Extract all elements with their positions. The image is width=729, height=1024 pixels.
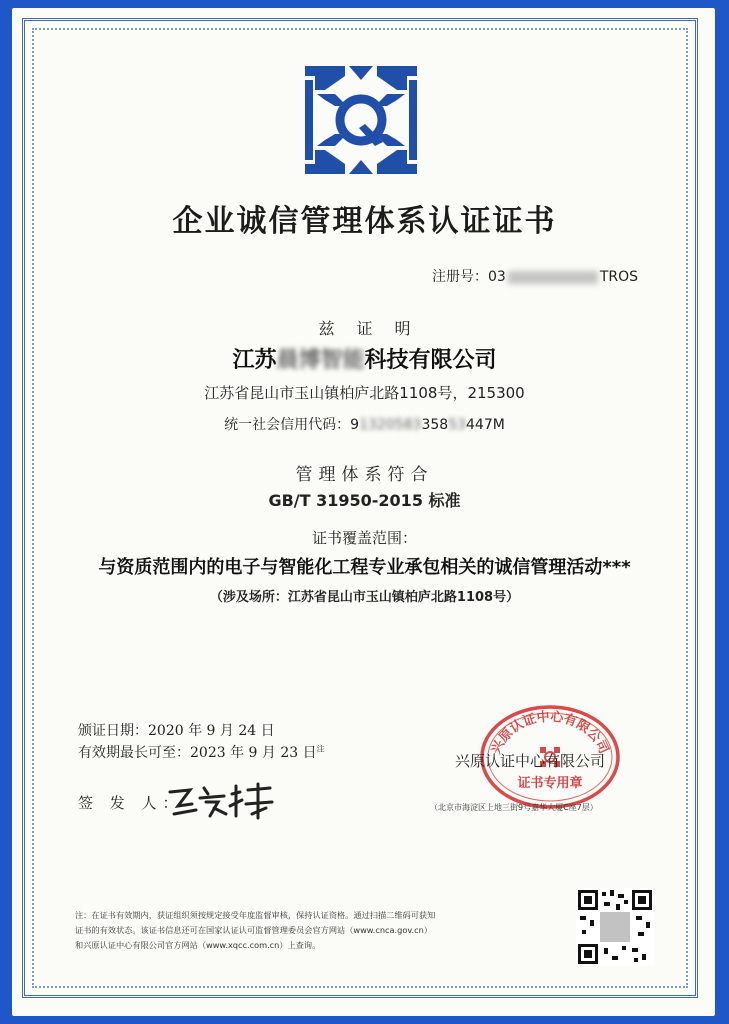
issuer-name: 兴原认证中心有限公司 xyxy=(455,752,606,770)
credit-code-part2: 358 xyxy=(421,417,449,433)
scope-text: 与资质范围内的电子与智能化工程专业承包相关的诚信管理活动*** xyxy=(98,557,631,578)
company-name xyxy=(0,343,729,374)
credit-code-part1: 9 xyxy=(350,417,360,433)
note-line: 证书的有效状态。该证书信息还可在国家认证认可监督管理委员会官方网站（www.cnca.gov.cn） xyxy=(75,925,433,935)
redaction-blur xyxy=(508,271,598,284)
note-line: 和兴原认证中心有限公司官方网站（www.xqcc.com.cn）上查询。 xyxy=(75,940,321,950)
note-line: 注：在证书有效期内，获证组织须按规定接受年度监督审核，保持认证资格。通过扫描二维码可获知 xyxy=(75,910,436,920)
attest-heading: 兹证明 xyxy=(318,319,433,338)
certificate-title: 企业诚信管理体系认证证书 xyxy=(172,204,557,239)
certificate-notes xyxy=(75,908,545,953)
registration-label: 注册号： xyxy=(432,269,488,285)
svg-text:兴原认证中心有限公司: 兴原认证中心有限公司 xyxy=(488,709,612,757)
seal-center-text: 证书专用章 xyxy=(517,776,583,791)
registration-prefix: 03 xyxy=(488,269,506,285)
redacted-text: 1320583 xyxy=(359,417,422,433)
issuer-address: （北京市海淀区上地三街9号嘉华大厦C座7层） xyxy=(430,803,598,812)
registration-suffix: TROS xyxy=(599,269,639,285)
credit-code-label: 统一社会信用代码： xyxy=(224,417,351,433)
scope-label: 证书覆盖范围： xyxy=(311,529,417,547)
valid-note-mark: 注 xyxy=(316,744,325,754)
redacted-text: 53 xyxy=(448,417,467,433)
conformity-statement: 管理体系符合 xyxy=(295,465,434,485)
certification-logo-icon xyxy=(305,66,417,174)
scope-location: （涉及场所：江苏省昆山市玉山镇柏庐北路1108号） xyxy=(209,590,520,605)
redacted-text: 晨博智能 xyxy=(276,348,365,373)
signature-image xyxy=(166,780,276,822)
standard-code: GB/T 31950-2015 标准 xyxy=(268,491,461,510)
signer-label: 签 发 人： xyxy=(78,794,184,812)
credit-code-part3: 447M xyxy=(466,417,505,433)
registration-number xyxy=(432,266,638,286)
company-address: 江苏省昆山市玉山镇柏庐北路1108号，215300 xyxy=(204,384,525,402)
issue-date: 颁证日期：2020 年 9 月 24 日 xyxy=(78,723,275,739)
valid-until xyxy=(78,742,325,762)
company-name-part2: 科技有限公司 xyxy=(364,348,497,373)
valid-until-text: 有效期最长可至：2023 年 9 月 23 日 xyxy=(78,745,317,761)
qr-redaction xyxy=(600,912,630,942)
credit-code xyxy=(0,414,729,434)
qr-code-icon xyxy=(576,888,654,966)
company-name-part1: 江苏 xyxy=(232,348,277,373)
